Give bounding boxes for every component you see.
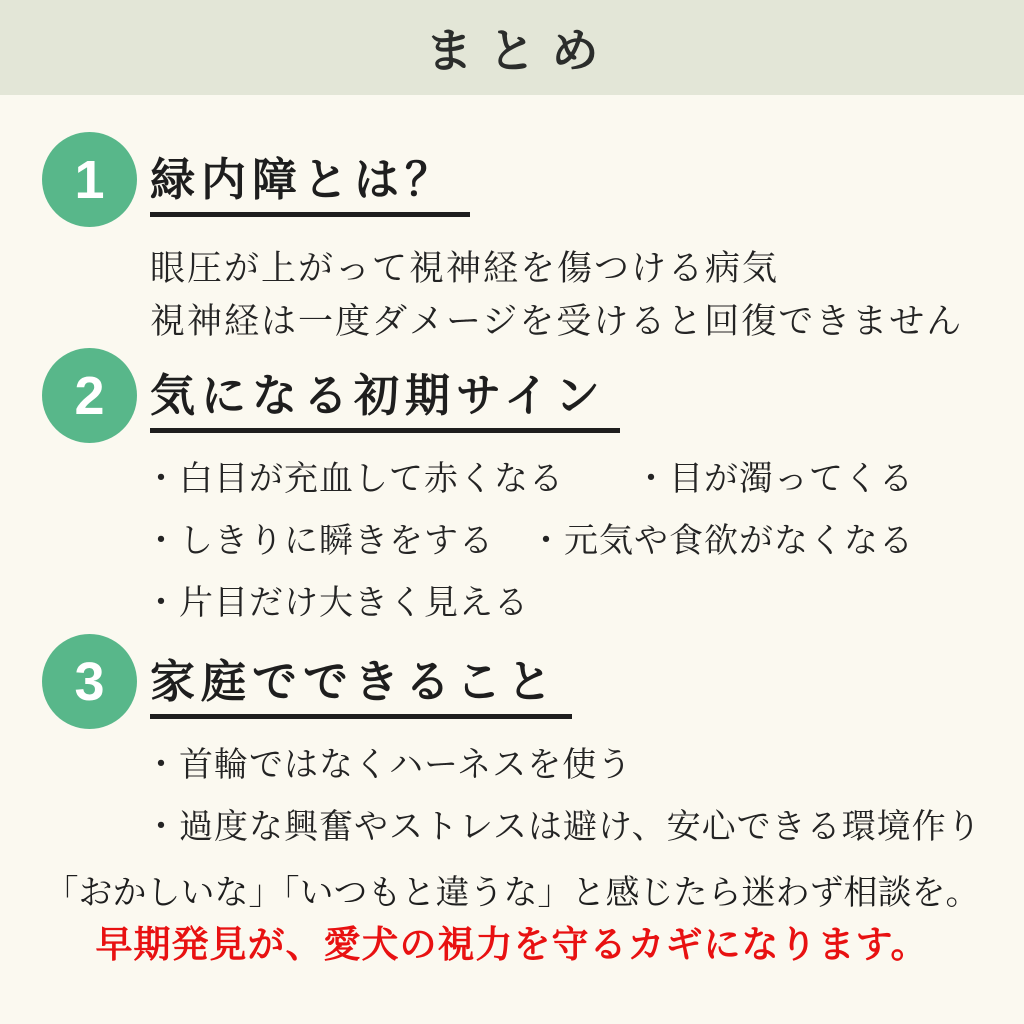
bullet-item: ・白目が充血して赤くなる ・目が濁ってくる	[144, 460, 914, 498]
section-what-is-glaucoma	[42, 132, 1014, 348]
main-content	[0, 95, 1024, 858]
number-badge-2: 2	[42, 348, 137, 443]
section-1-text	[150, 242, 963, 348]
body-line: 視神経は一度ダメージを受けると回復できません	[150, 302, 964, 341]
footer-emphasis-line: 早期発見が、愛犬の視力を守るカギになります。	[95, 924, 929, 965]
bullet-item: ・片目だけ大きく見える	[144, 584, 529, 622]
section-2-body	[144, 348, 914, 634]
footer-advice-line: 「おかしいな」「いつもと違うな」と感じたら迷わず相談を。	[44, 874, 980, 912]
section-3-heading: 家庭でできること	[150, 634, 982, 729]
section-home-care	[42, 634, 1014, 858]
bullet-item: ・しきりに瞬きをする ・元気や食欲がなくなる	[144, 522, 914, 560]
section-2-bullets	[144, 448, 914, 634]
footer-note	[0, 868, 1024, 972]
section-1-body	[150, 132, 963, 348]
section-early-signs	[42, 348, 1014, 634]
page-title: まとめ	[425, 24, 615, 77]
number-badge-1: 1	[42, 132, 137, 227]
bullet-item: ・過度な興奮やストレスは避け、安心できる環境作り	[144, 808, 982, 846]
section-3-bullets	[144, 734, 982, 858]
section-2-heading: 気になる初期サイン	[150, 348, 914, 443]
section-1-heading: 緑内障とは？	[150, 132, 963, 227]
bullet-item: ・首輪ではなくハーネスを使う	[144, 746, 633, 784]
section-3-body	[144, 634, 982, 858]
number-badge-3: 3	[42, 634, 137, 729]
header-band	[0, 0, 1024, 95]
body-line: 眼圧が上がって視神経を傷つける病気	[150, 249, 780, 288]
